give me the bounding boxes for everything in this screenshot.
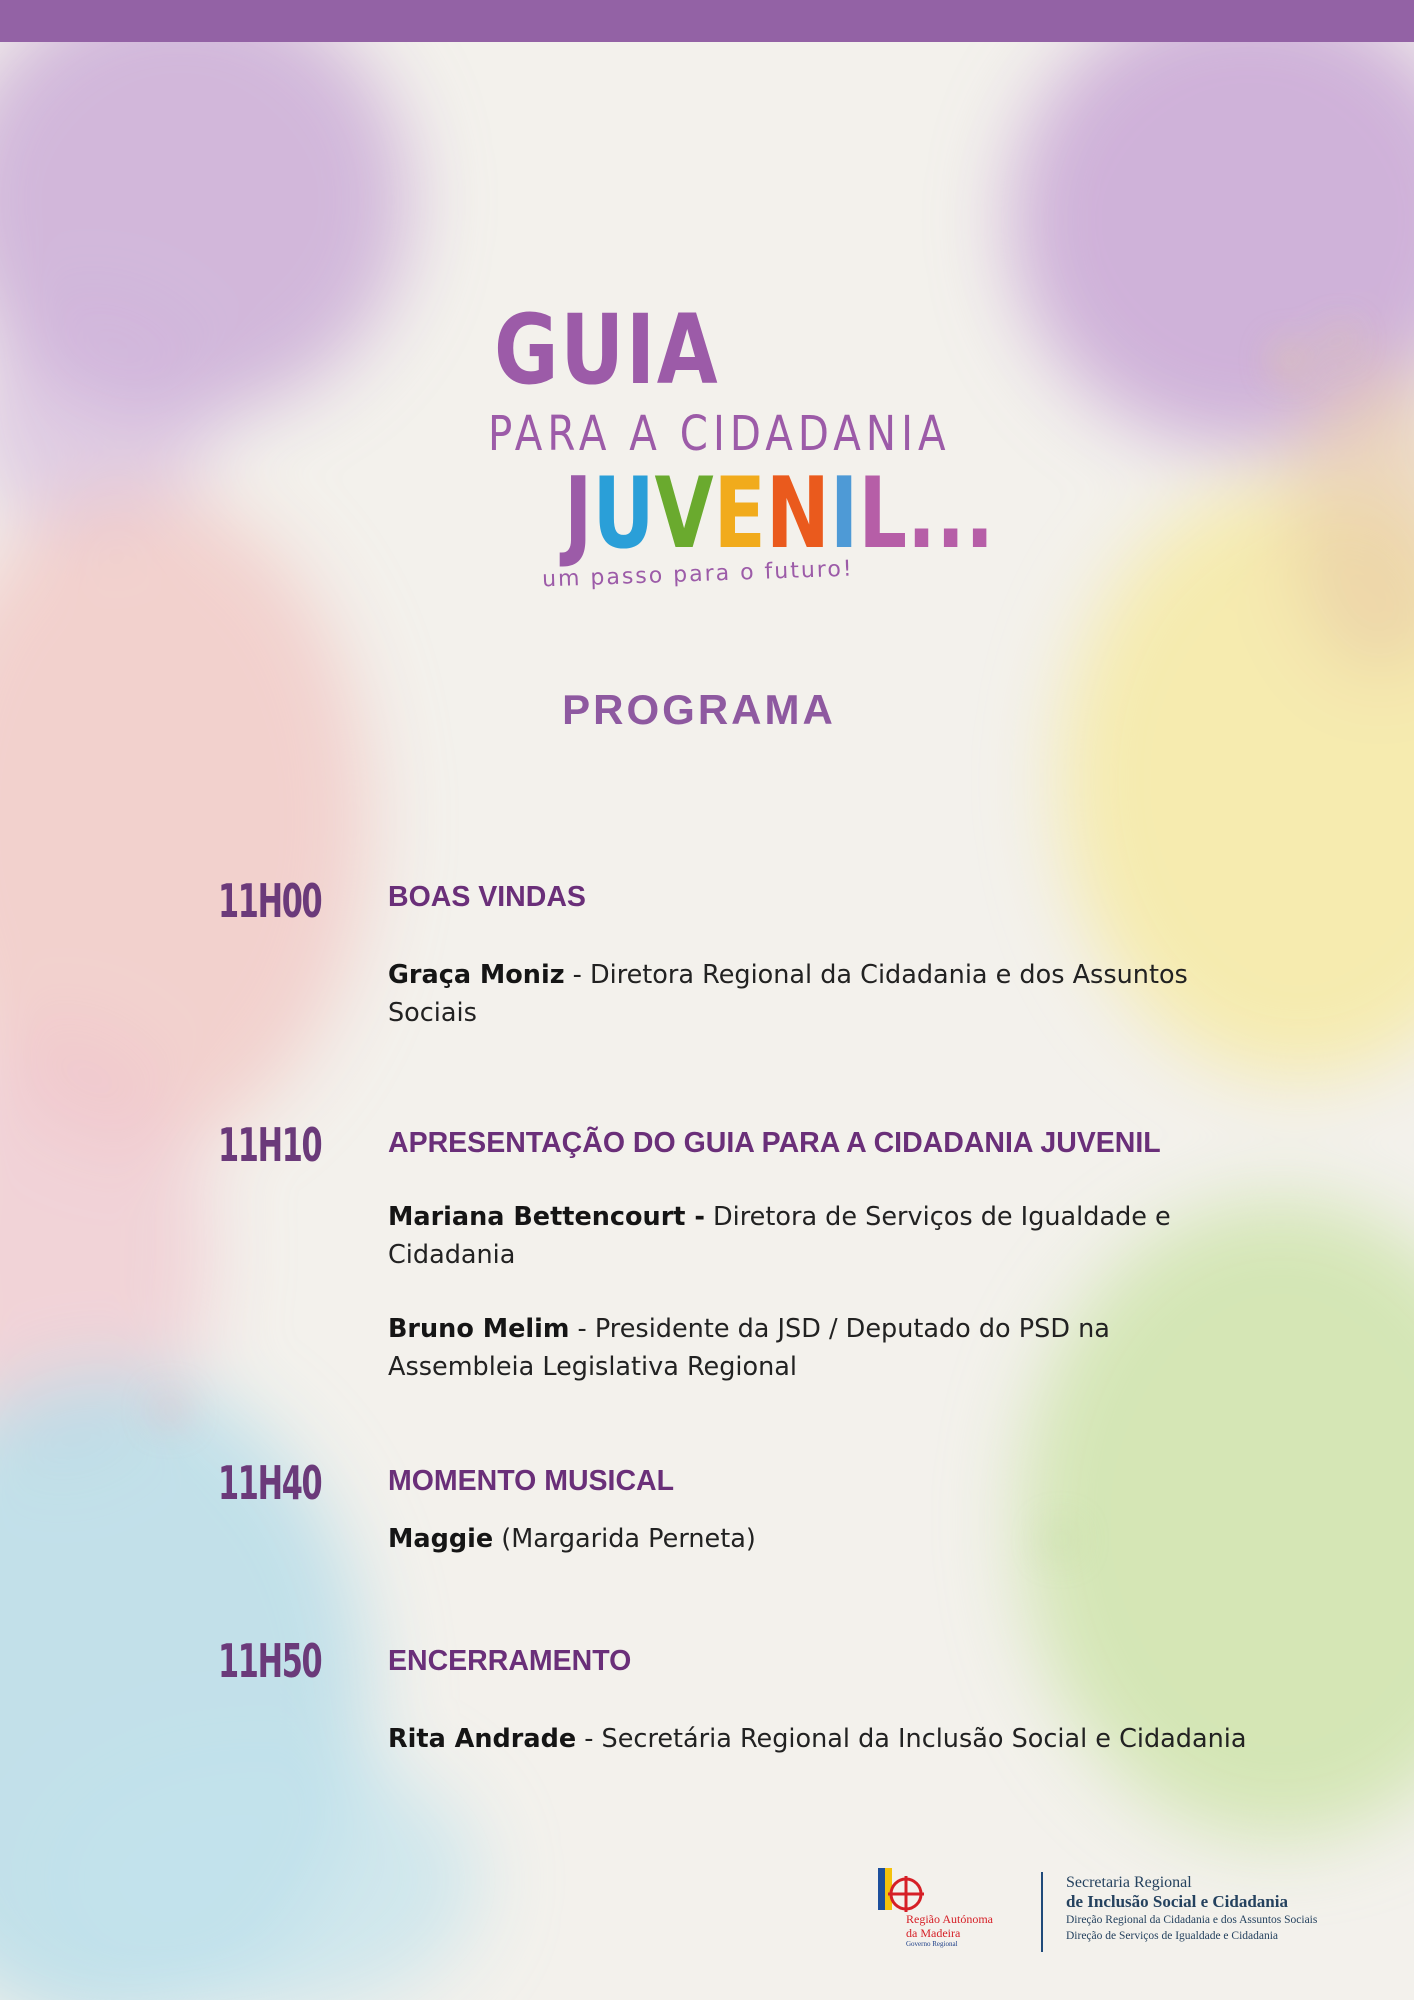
region-label-line1: Região Autónoma	[906, 1912, 993, 1926]
region-label-line2: da Madeira	[906, 1926, 961, 1940]
speaker-name: Rita Andrade	[388, 1724, 577, 1754]
footer-divider	[1041, 1872, 1043, 1952]
secretaria-line2: de Inclusão Social e Cidadania	[1066, 1892, 1288, 1911]
page-title	[0, 686, 1414, 734]
speaker-entry	[388, 1520, 1248, 1558]
logo-juvenil-letter: L	[858, 457, 908, 571]
secretaria-regional-label	[1066, 1874, 1317, 1944]
logo-juvenil-letter: V	[654, 457, 714, 571]
speaker-role: Presidente da JSD / Deputado do PSD na Assembleia Legislativa Regional	[388, 1314, 1110, 1382]
guia-cidadania-juvenil-logo	[488, 294, 995, 600]
logo-juvenil-letter: I	[829, 457, 859, 571]
speaker-entry	[388, 956, 1248, 1032]
speaker-separator: -	[569, 1314, 595, 1344]
logo-juvenil-suffix: ...	[907, 457, 995, 571]
speaker-role: Secretária Regional da Inclusão Social e Cidadania	[601, 1724, 1247, 1754]
schedule-time: 11H40	[218, 1456, 322, 1510]
secretaria-line3: Direção Regional da Cidadania e dos Assuntos Sociais	[1066, 1914, 1318, 1926]
schedule-title: ENCERRAMENTO	[388, 1645, 632, 1677]
logo-juvenil-letter: N	[765, 457, 830, 571]
secretaria-line4: Direção de Serviços de Igualdade e Cidadania	[1066, 1930, 1279, 1942]
page-title-text: PROGRAMA	[562, 686, 836, 733]
schedule-time: 11H50	[218, 1634, 322, 1688]
schedule-time: 11H10	[218, 1118, 322, 1172]
speaker-entry	[388, 1198, 1248, 1274]
speaker-separator	[705, 1202, 713, 1232]
logo-tagline: um passo para o futuro!	[541, 556, 855, 593]
speaker-role: Diretora de Serviços de Igualdade e Cidadania	[388, 1202, 1171, 1270]
speaker-role: (Margarida Perneta)	[501, 1524, 756, 1554]
region-madeira-label	[906, 1912, 993, 1940]
speaker-separator: -	[576, 1724, 602, 1754]
logo-line-para-a-cidadania: PARA A CIDADANIA	[488, 406, 951, 462]
speaker-name: Mariana Bettencourt -	[388, 1202, 705, 1232]
secretaria-line1: Secretaria Regional	[1066, 1874, 1192, 1891]
schedule-title: BOAS VINDAS	[388, 881, 586, 913]
speaker-entry	[388, 1310, 1248, 1386]
region-label-line3: Governo Regional	[906, 1940, 958, 1948]
top-bar	[0, 0, 1414, 42]
logo-line-juvenil	[564, 457, 995, 571]
logo-juvenil-letter: J	[564, 457, 593, 571]
speaker-name: Graça Moniz	[388, 960, 565, 990]
logo-juvenil-letter: U	[592, 457, 655, 571]
footer-logos	[870, 1860, 1390, 1960]
schedule-title: APRESENTAÇÃO DO GUIA PARA A CIDADANIA JUVENIL	[388, 1127, 1161, 1159]
speaker-separator: -	[564, 960, 590, 990]
logo-juvenil-letter: E	[713, 457, 766, 571]
speaker-role: Diretora Regional da Cidadania e dos Assuntos Sociais	[388, 960, 1188, 1028]
speaker-entry	[388, 1720, 1248, 1758]
schedule-time: 11H00	[218, 874, 322, 928]
speaker-name: Bruno Melim	[388, 1314, 570, 1344]
schedule-title: MOMENTO MUSICAL	[388, 1465, 675, 1497]
logo-line-guia: GUIA	[494, 294, 720, 406]
speaker-name: Maggie	[388, 1524, 494, 1554]
